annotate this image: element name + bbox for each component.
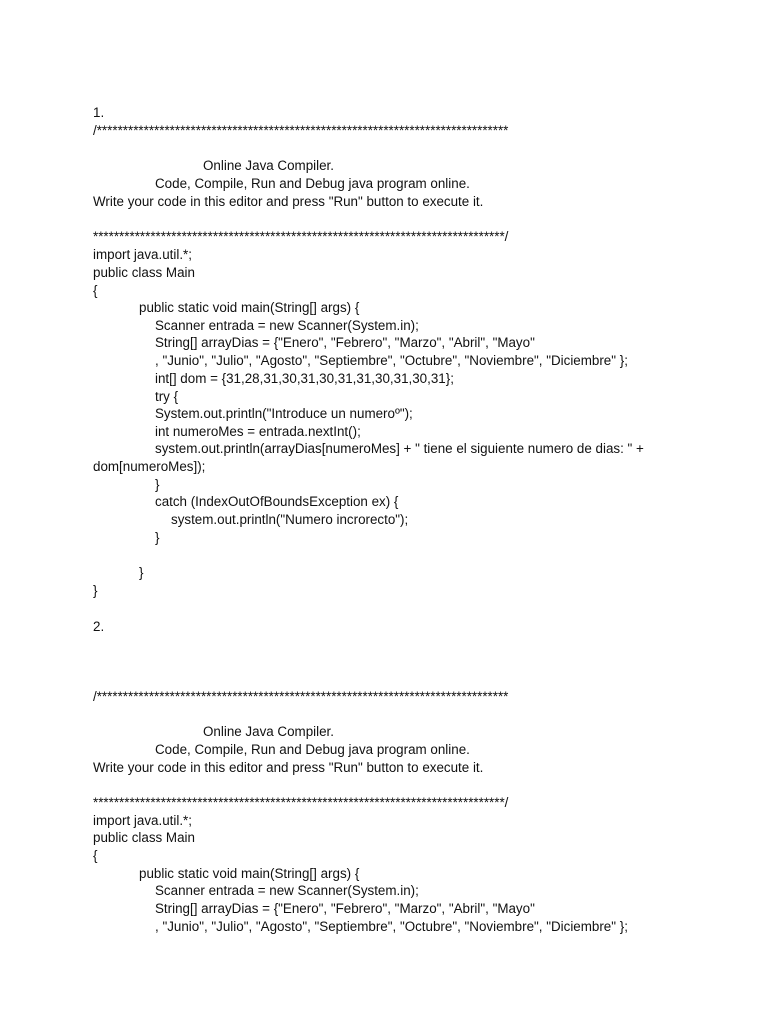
comment-instruction: Write your code in this editor and press "Run" button to execute it. <box>93 194 484 209</box>
code-line: } <box>155 530 160 545</box>
section-number: 2. <box>93 619 105 634</box>
comment-title: Online Java Compiler. <box>203 158 334 173</box>
code-line: public static void main(String[] args) { <box>139 300 360 315</box>
code-line: Scanner entrada = new Scanner(System.in); <box>155 318 419 333</box>
comment-open: /******************************************************************************* <box>93 123 509 138</box>
code-line: String[] arrayDias = {"Enero", "Febrero", "Marzo", "Abril", "Mayo" <box>155 901 535 916</box>
code-line: int[] dom = {31,28,31,30,31,30,31,31,30,31,30,31}; <box>155 371 454 386</box>
code-line: import java.util.*; <box>93 813 192 828</box>
comment-title: Online Java Compiler. <box>203 724 334 739</box>
code-line: int numeroMes = entrada.nextInt(); <box>155 424 361 439</box>
code-line: , "Junio", "Julio", "Agosto", "Septiembre", "Octubre", "Noviembre", "Diciembre" }; <box>155 919 628 934</box>
code-line: try { <box>155 389 179 404</box>
code-line: { <box>93 848 98 863</box>
code-line: } <box>139 565 144 580</box>
code-line: public static void main(String[] args) { <box>139 866 360 881</box>
code-line: public class Main <box>93 830 195 845</box>
code-line: system.out.println("Numero incrorecto"); <box>171 512 409 527</box>
comment-open: /******************************************************************************* <box>93 689 509 704</box>
comment-close: *******************************************************************************/ <box>93 229 509 244</box>
code-line: String[] arrayDias = {"Enero", "Febrero", "Marzo", "Abril", "Mayo" <box>155 335 535 350</box>
code-line: dom[numeroMes]); <box>93 459 206 474</box>
comment-close: *******************************************************************************/ <box>93 795 509 810</box>
code-line: catch (IndexOutOfBoundsException ex) { <box>155 494 399 509</box>
code-line: system.out.println(arrayDias[numeroMes] + " tiene el siguiente numero de dias: " + <box>155 441 644 456</box>
code-line: System.out.println("Introduce un numeroº"); <box>155 406 413 421</box>
comment-subtitle: Code, Compile, Run and Debug java program online. <box>155 176 470 191</box>
comment-subtitle: Code, Compile, Run and Debug java program online. <box>155 742 470 757</box>
code-line: { <box>93 283 98 298</box>
code-line: Scanner entrada = new Scanner(System.in); <box>155 883 419 898</box>
code-line: import java.util.*; <box>93 247 192 262</box>
comment-instruction: Write your code in this editor and press "Run" button to execute it. <box>93 760 484 775</box>
code-line: public class Main <box>93 265 195 280</box>
code-line: , "Junio", "Julio", "Agosto", "Septiembre", "Octubre", "Noviembre", "Diciembre" }; <box>155 353 628 368</box>
code-line: } <box>93 583 98 598</box>
section-number: 1. <box>93 105 105 120</box>
code-line: } <box>155 477 160 492</box>
